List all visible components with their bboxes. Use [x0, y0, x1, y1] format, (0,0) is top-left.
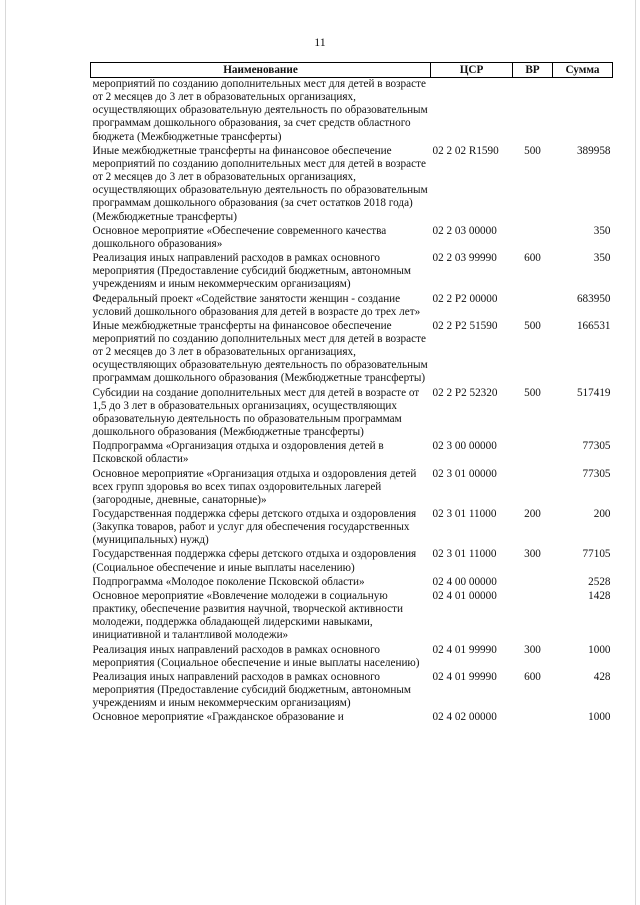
header-csr: ЦСР — [431, 63, 513, 78]
header-name: Наименование — [91, 63, 431, 78]
header-vr: ВР — [513, 63, 553, 78]
row-sum: 77305 — [582, 467, 611, 480]
table-row — [91, 711, 613, 725]
row-vr: 500 — [524, 319, 541, 332]
row-vr — [513, 590, 553, 644]
table-row — [91, 440, 613, 467]
row-name: Иные межбюджетные трансферты на финансовое обеспечение мероприятий по созданию дополнительных мест для детей в возрасте от 2 месяцев до 3 лет в образовательных организациях, осуществляющих образовательную деятельность по образовательным программам дошкольного образования (за счет остатков 2018 года) (Межбюджетные трансферты) — [92, 144, 428, 223]
header-sum: Сумма — [553, 63, 613, 78]
table-row — [91, 548, 613, 575]
row-sum: 389958 — [576, 144, 611, 157]
row-csr: 02 3 00 00000 — [432, 440, 497, 453]
row-csr: 02 4 01 00000 — [432, 589, 497, 602]
row-name: Государственная поддержка сферы детского отдыха и оздоровления (Социальное обеспечение и иные выплаты населению) — [92, 548, 417, 574]
row-sum — [553, 78, 613, 145]
row-csr: 02 2 P2 51590 — [432, 319, 498, 332]
row-vr: 300 — [524, 548, 541, 561]
row-sum: 77305 — [582, 440, 611, 453]
table-row — [91, 508, 613, 548]
row-csr: 02 3 01 11000 — [432, 548, 497, 561]
row-vr — [513, 225, 553, 252]
row-csr: 02 4 01 99990 — [432, 670, 497, 683]
row-name: Реализация иных направлений расходов в рамках основного мероприятия (Социальное обеспечение и иные выплаты населению) — [92, 643, 420, 669]
row-vr — [513, 78, 553, 145]
table-row — [91, 644, 613, 671]
row-csr — [431, 78, 513, 145]
row-sum: 166531 — [576, 319, 611, 332]
row-vr: 200 — [524, 508, 541, 520]
row-name: Субсидии на создание дополнительных мест для детей в возрасте от 1,5 до 3 лет в образовательных организациях, осуществляющих образовательную деятельность по образовательным программам дошкольного образования (Межбюджетные трансферты) — [92, 386, 420, 439]
row-name: Основное мероприятие «Гражданское образование и — [92, 711, 344, 724]
row-vr — [513, 440, 553, 467]
row-vr: 500 — [524, 144, 541, 157]
table-body — [91, 78, 613, 726]
row-name: Государственная поддержка сферы детского отдыха и оздоровления (Закупка товаров, работ и услуг для обеспечения государственных (муниципальных) нужд) — [92, 508, 417, 547]
row-sum: 1000 — [588, 711, 611, 724]
row-name: Подпрограмма «Молодое поколение Псковской области» — [92, 575, 365, 588]
table-row — [91, 293, 613, 320]
row-csr: 02 2 02 R1590 — [432, 144, 499, 157]
row-sum: 1000 — [588, 643, 611, 656]
table-row — [91, 225, 613, 252]
table-row — [91, 320, 613, 387]
row-vr: 600 — [524, 252, 541, 265]
table-row — [91, 387, 613, 441]
table-row — [91, 252, 613, 292]
row-csr: 02 2 P2 00000 — [432, 292, 498, 305]
row-vr: 500 — [524, 386, 541, 399]
table-header — [91, 63, 613, 78]
row-sum: 350 — [593, 252, 611, 265]
budget-table — [90, 62, 613, 726]
row-name: мероприятий по созданию дополнительных мест для детей в возрасте от 2 месяцев до 3 лет в образовательных организациях, осуществляющих образовательную деятельность по образовательным программам дошкольного образования, за счет средств областного бюджета (Межбюджетные трансферты) — [92, 78, 428, 143]
row-name: Иные межбюджетные трансферты на финансовое обеспечение мероприятий по созданию дополнительных мест для детей в возрасте от 2 месяцев до 3 лет в образовательных организациях, осуществляющих образовательную деятельность по образовательным программам дошкольного образования (Межбюджетные трансферты) — [92, 319, 428, 385]
row-vr: 300 — [524, 643, 541, 656]
row-csr: 02 2 03 99990 — [432, 252, 497, 265]
row-csr: 02 4 02 00000 — [432, 711, 497, 724]
scan-edge-right — [635, 0, 636, 905]
row-sum: 350 — [593, 224, 611, 237]
row-csr: 02 2 P2 52320 — [432, 386, 498, 399]
row-csr: 02 4 01 99990 — [432, 643, 497, 656]
row-name: Реализация иных направлений расходов в рамках основного мероприятия (Предоставление субсидий бюджетным, автономным учреждениям и иным некоммерческим организациям) — [92, 670, 411, 710]
row-csr: 02 3 01 11000 — [432, 508, 497, 520]
row-sum: 683950 — [576, 292, 611, 305]
row-csr: 02 2 03 00000 — [432, 224, 497, 237]
page-number: 11 — [314, 35, 326, 49]
table-row — [91, 576, 613, 590]
row-name: Подпрограмма «Организация отдыха и оздоровления детей в Псковской области» — [92, 440, 384, 466]
row-vr — [513, 293, 553, 320]
row-csr: 02 4 00 00000 — [432, 575, 497, 588]
row-vr: 600 — [524, 670, 541, 683]
table-row — [91, 145, 613, 225]
row-sum: 517419 — [576, 386, 611, 399]
table-row — [91, 78, 613, 145]
scan-edge-left — [5, 0, 6, 905]
row-vr — [513, 576, 553, 590]
row-sum: 428 — [593, 670, 611, 683]
row-csr: 02 3 01 00000 — [432, 467, 497, 480]
table-row — [91, 468, 613, 508]
row-name: Основное мероприятие «Обеспечение современного качества дошкольного образования» — [92, 224, 387, 250]
row-sum: 200 — [593, 508, 611, 520]
row-sum: 1428 — [588, 589, 611, 602]
row-name: Основное мероприятие «Вовлечение молодежи в социальную практику, обеспечение развития научной, творческой активности молодежи, поддержка обладающей лидерскими навыками, инициативной и талантливой молодежи» — [92, 589, 403, 642]
table-row — [91, 671, 613, 711]
row-vr — [513, 468, 553, 508]
row-sum: 2528 — [588, 575, 611, 588]
row-vr — [513, 711, 553, 725]
row-name: Реализация иных направлений расходов в рамках основного мероприятия (Предоставление субсидий бюджетным, автономным учреждениям и иным некоммерческим организациям) — [92, 252, 411, 291]
row-name: Федеральный проект «Содействие занятости женщин - создание условий дошкольного образования для детей в возрасте до трех лет» — [92, 292, 421, 318]
row-sum: 77105 — [582, 548, 611, 561]
table-row — [91, 590, 613, 644]
row-name: Основное мероприятие «Организация отдыха и оздоровления детей всех групп здоровья во всех типах оздоровительных лагерей (загородные, дневные, санаторные)» — [92, 467, 417, 506]
